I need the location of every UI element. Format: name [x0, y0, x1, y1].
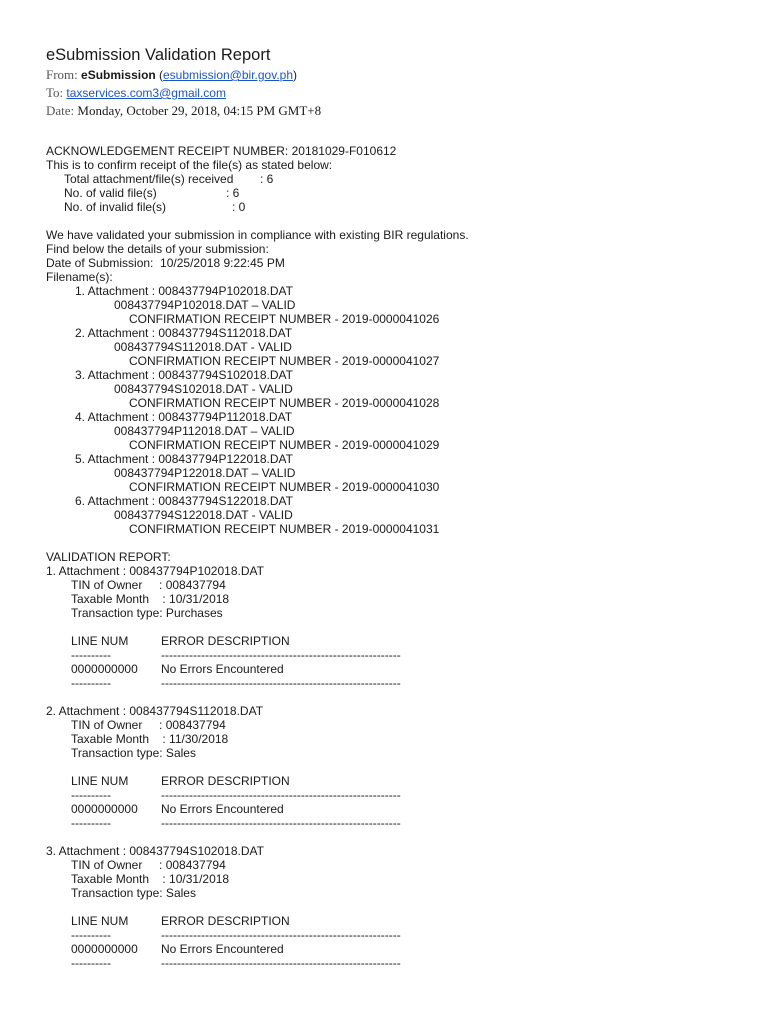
from-line: From: eSubmission (esubmission@bir.gov.ph) — [46, 67, 298, 82]
validation-type: Transaction type: Purchases — [71, 606, 223, 620]
validation-attachment: 2. Attachment : 008437794S112018.DAT — [46, 704, 264, 718]
ack-invalid-row: No. of invalid file(s) : 0 — [64, 200, 246, 214]
file-confirmation: CONFIRMATION RECEIPT NUMBER - 2019-0000041026 — [129, 312, 440, 326]
file-status: 008437794P112018.DAT – VALID — [114, 424, 295, 438]
ack-total-row: Total attachment/file(s) received : 6 — [64, 172, 274, 186]
validation-type: Transaction type: Sales — [71, 746, 196, 760]
to-line — [46, 84, 746, 102]
date-line — [46, 102, 746, 119]
error-table-header: LINE NUM ERROR DESCRIPTION — [71, 774, 290, 788]
error-table-header: LINE NUM ERROR DESCRIPTION — [71, 914, 290, 928]
find-line: Find below the details of your submission: — [46, 242, 269, 256]
from-email-link[interactable]: esubmission@bir.gov.ph — [162, 68, 294, 82]
date-label: Date: — [46, 103, 75, 118]
error-table-divider: ---------- ------------------------------------------------------------ — [71, 956, 401, 970]
validation-entry — [46, 844, 746, 970]
submission-date-line: Date of Submission: 10/25/2018 9:22:45 PM — [46, 256, 285, 270]
validation-entry — [46, 564, 746, 690]
validation-attachment: 3. Attachment : 008437794S102018.DAT — [46, 844, 264, 858]
file-item — [46, 368, 746, 410]
error-table-header: LINE NUM ERROR DESCRIPTION — [71, 634, 290, 648]
file-status: 008437794S122018.DAT - VALID — [114, 508, 293, 522]
table-row: 0000000000 No Errors Encountered — [71, 802, 284, 816]
from-name: eSubmission — [81, 68, 156, 82]
error-table-divider: ---------- ------------------------------------------------------------ — [71, 816, 401, 830]
file-attachment: 5. Attachment : 008437794P122018.DAT — [75, 452, 293, 466]
validation-month: Taxable Month : 11/30/2018 — [71, 732, 229, 746]
file-attachment: 2. Attachment : 008437794S112018.DAT — [75, 326, 293, 340]
file-status: 008437794S102018.DAT - VALID — [114, 382, 293, 396]
validation-entry — [46, 704, 746, 830]
validation-attachment: 1. Attachment : 008437794P102018.DAT — [46, 564, 264, 578]
file-attachment: 1. Attachment : 008437794P102018.DAT — [75, 284, 293, 298]
ack-receipt-line: ACKNOWLEDGEMENT RECEIPT NUMBER: 20181029-F010612 — [46, 144, 397, 158]
ack-confirm-line: This is to confirm receipt of the file(s) as stated below: — [46, 158, 333, 172]
to-email-link[interactable]: taxservices.com3@gmail.com — [66, 86, 226, 100]
file-confirmation: CONFIRMATION RECEIPT NUMBER - 2019-0000041027 — [129, 354, 440, 368]
ack-valid-row: No. of valid file(s) : 6 — [64, 186, 240, 200]
file-status: 008437794S112018.DAT - VALID — [114, 340, 292, 354]
email-document — [46, 44, 746, 970]
file-item — [46, 326, 746, 368]
date-value: Monday, October 29, 2018, 04:15 PM GMT+8 — [77, 103, 322, 118]
file-list — [46, 284, 746, 536]
validation-type: Transaction type: Sales — [71, 886, 196, 900]
from-label: From: — [46, 67, 78, 82]
filenames-label: Filename(s): — [46, 270, 113, 284]
validation-month: Taxable Month : 10/31/2018 — [71, 872, 230, 886]
validation-month: Taxable Month : 10/31/2018 — [71, 592, 230, 606]
validated-line: We have validated your submission in compliance with existing BIR regulations. — [46, 228, 469, 242]
to-label: To: — [46, 85, 64, 100]
file-item — [46, 284, 746, 326]
file-confirmation: CONFIRMATION RECEIPT NUMBER - 2019-0000041029 — [129, 438, 440, 452]
validation-tin: TIN of Owner : 008437794 — [71, 858, 226, 872]
file-status: 008437794P102018.DAT – VALID — [114, 298, 296, 312]
validation-tin: TIN of Owner : 008437794 — [71, 718, 226, 732]
file-attachment: 4. Attachment : 008437794P112018.DAT — [75, 410, 293, 424]
file-status: 008437794P122018.DAT – VALID — [114, 466, 296, 480]
file-item — [46, 410, 746, 452]
file-attachment: 6. Attachment : 008437794S122018.DAT — [75, 494, 293, 508]
file-confirmation: CONFIRMATION RECEIPT NUMBER - 2019-0000041030 — [129, 480, 440, 494]
error-table-divider: ---------- ------------------------------------------------------------ — [71, 648, 401, 662]
file-confirmation: CONFIRMATION RECEIPT NUMBER - 2019-0000041028 — [129, 396, 440, 410]
error-table-divider: ---------- ------------------------------------------------------------ — [71, 928, 401, 942]
report-title: eSubmission Validation Report — [46, 46, 271, 64]
file-item — [46, 494, 746, 536]
validation-heading: VALIDATION REPORT: — [46, 550, 171, 564]
error-table-divider: ---------- ------------------------------------------------------------ — [71, 676, 401, 690]
validation-tin: TIN of Owner : 008437794 — [71, 578, 226, 592]
file-item — [46, 452, 746, 494]
table-row: 0000000000 No Errors Encountered — [71, 942, 284, 956]
file-confirmation: CONFIRMATION RECEIPT NUMBER - 2019-0000041031 — [129, 522, 440, 536]
table-row: 0000000000 No Errors Encountered — [71, 662, 284, 676]
file-attachment: 3. Attachment : 008437794S102018.DAT — [75, 368, 293, 382]
error-table-divider: ---------- ------------------------------------------------------------ — [71, 788, 401, 802]
